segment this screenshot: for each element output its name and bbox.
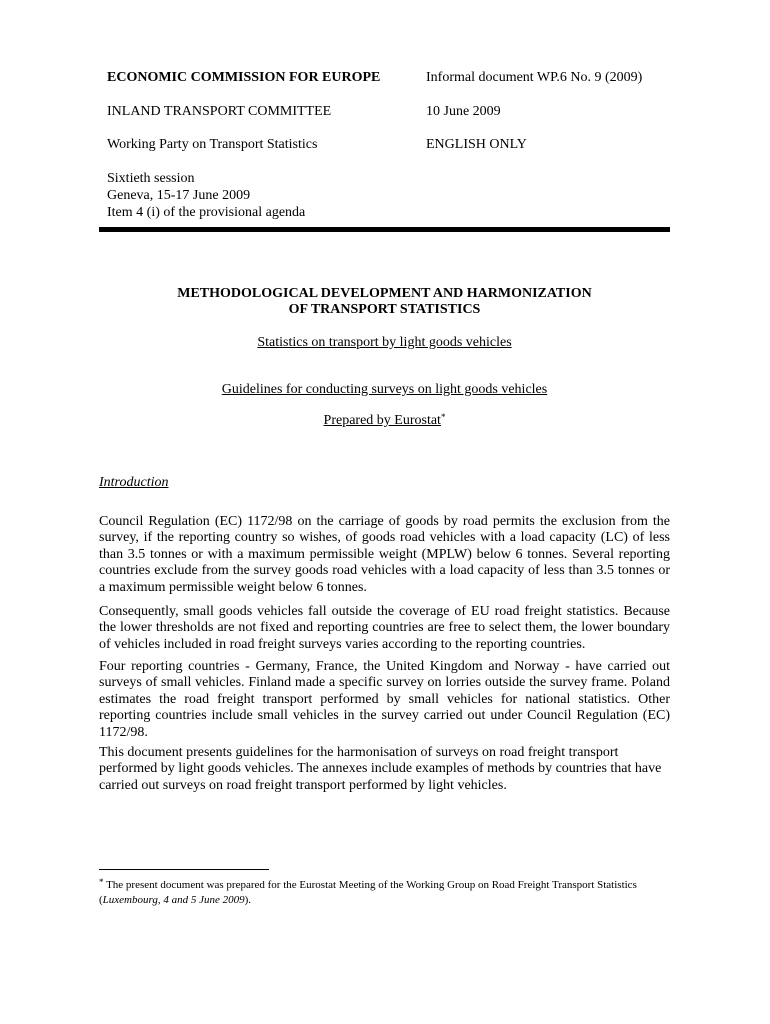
paragraph-4: This document presents guidelines for the harmonisation of surveys on road freight transport performed by light goods vehicles. The annexes include examples of methods by countries that have carried out surveys on road freight transport performed by light vehicles. (99, 745, 662, 793)
prepared-by-text: Prepared by Eurostat (323, 413, 441, 428)
session-label: Sixtieth session (107, 171, 195, 186)
language-note: ENGLISH ONLY (426, 137, 527, 152)
subtitle-guidelines-text: Guidelines for conducting surveys on light goods vehicles (221, 382, 548, 397)
footnote-reference: * (440, 412, 446, 422)
header-divider (99, 227, 670, 232)
document-date: 10 June 2009 (426, 104, 501, 119)
subtitle-guidelines (99, 381, 670, 398)
paragraph-1: Council Regulation (EC) 1172/98 on the carriage of goods by road permits the exclusion from the survey, if the reporting country so wishes, of goods road vehicles with a load capacity (LC) of less than 3.5 tonnes or with a maximum permissible weight (MPLW) below 6 tonnes. Several reporting countries exclude from the survey goods road vehicles with a load capacity of less than 3.5 tonnes or a maximum permissible weight below 6 tonnes. (99, 514, 670, 595)
subtitle-statistics (99, 334, 670, 351)
footnote-mark: * (99, 877, 104, 887)
document-reference: Informal document WP.6 No. 9 (2009) (426, 70, 643, 85)
agenda-item: Item 4 (i) of the provisional agenda (107, 205, 306, 220)
section-heading-introduction: Introduction (99, 475, 169, 490)
org-name: ECONOMIC COMMISSION FOR EUROPE (107, 70, 381, 85)
footnote-italic-text: Luxembourg, 4 and 5 June 2009 (102, 894, 245, 906)
subtitle-statistics-text: Statistics on transport by light goods vehicles (257, 335, 512, 350)
footnote-divider (99, 869, 269, 870)
paragraph-3: Four reporting countries - Germany, France, the United Kingdom and Norway - have carried out surveys of small vehicles. Finland made a specific survey on lorries outside the survey frame. Poland estimates the road freight transport performed by small vehicles for national statistics. Other reporting countries include small vehicles in the survey carried out under Council Regulation (EC) 1172/98. (99, 659, 670, 740)
footnote-text: The present document was prepared for the Eurostat Meeting of the Working Group on Road Freight Transport Statistics ( (99, 879, 637, 906)
working-party: Working Party on Transport Statistics (107, 137, 318, 152)
footnote (99, 878, 670, 908)
paragraph-2: Consequently, small goods vehicles fall outside the coverage of EU road freight statistics. Because the lower thresholds are not fixed and reporting countries are free to select them, the lower boundary of vehicles included in road freight surveys varies according to the reporting countries. (99, 604, 670, 652)
committee-name: INLAND TRANSPORT COMMITTEE (107, 104, 332, 119)
document-title-line1: METHODOLOGICAL DEVELOPMENT AND HARMONIZATION (177, 286, 592, 301)
prepared-by (99, 412, 670, 429)
document-title-line2: OF TRANSPORT STATISTICS (288, 302, 481, 317)
footnote-text-end: ). (244, 894, 252, 906)
session-location: Geneva, 15-17 June 2009 (107, 188, 251, 203)
